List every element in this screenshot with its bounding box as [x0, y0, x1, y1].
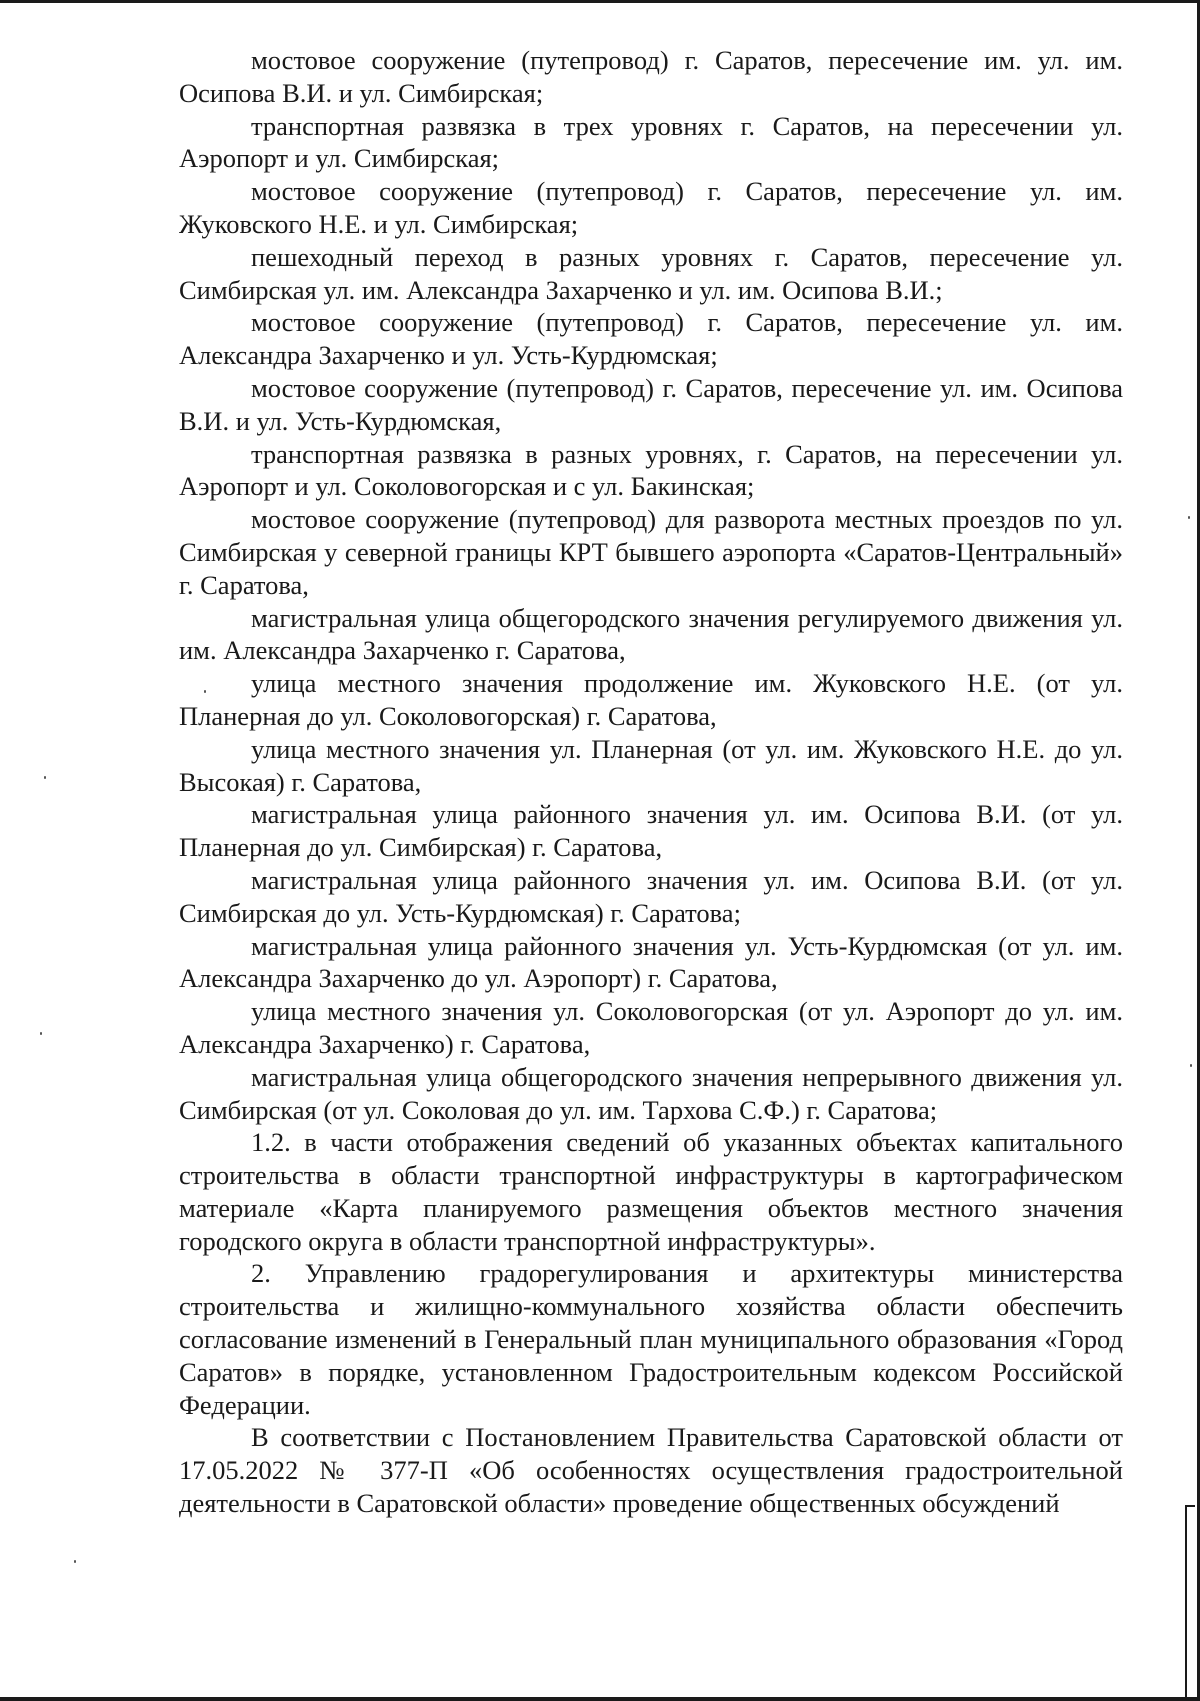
scan-speck: [1188, 516, 1190, 519]
paragraph: мостовое сооружение (путепровод) г. Саратов, пересечение ул. им. Жуковского Н.Е. и ул. Симбирская;: [179, 176, 1123, 239]
document-body: [179, 44, 1123, 1520]
paragraph: мостовое сооружение (путепровод) г. Саратов, пересечение им. ул. им. Осипова В.И. и ул. Симбирская;: [179, 45, 1123, 108]
paragraph: мостовое сооружение (путепровод) г. Саратов, пересечение ул. им. Осипова В.И. и ул. Усть-Курдюмская,: [179, 372, 1123, 436]
scan-corner-mark: [1185, 1505, 1195, 1697]
paragraph: магистральная улица общегородского значения непрерывного движения ул. Симбирская (от ул. Соколовая до ул. им. Тархова С.Ф.) г. Саратова;: [179, 1061, 1123, 1125]
paragraph: улица местного значения ул. Планерная (от ул. им. Жуковского Н.Е. до ул. Высокая) г. Саратова,: [179, 733, 1123, 797]
scan-border-top: [0, 0, 1200, 3]
scan-border-bottom: [0, 1697, 1200, 1701]
scan-speck: [74, 1560, 76, 1563]
paragraph: 1.2. в части отображения сведений об указанных объектах капитального строительства в области транспортной инфраструктуры в картографическом материале «Карта планируемого размещения объектов местного значения городского округа в области транспортной инфраструктуры».: [179, 1127, 1123, 1256]
paragraph: 2. Управлению градорегулирования и архитектуры министерства строительства и жилищно-коммунального хозяйства области обеспечить согласование изменений в Генеральный план муниципального образования «Город Саратов» в порядке, установленном Градостроительным кодексом Российской Федерации.: [179, 1258, 1123, 1420]
paragraph: улица местного значения ул. Соколовогорская (от ул. Аэропорт до ул. им. Александра Захарченко) г. Саратова,: [179, 996, 1123, 1059]
paragraph: транспортная развязка в разных уровнях, г. Саратов, на пересечении ул. Аэропорт и ул. Соколовогорская и с ул. Бакинская;: [179, 438, 1123, 502]
paragraph: мостовое сооружение (путепровод) г. Саратов, пересечение ул. им. Александра Захарченко и ул. Усть-Курдюмская;: [179, 307, 1123, 371]
paragraph: магистральная улица районного значения ул. им. Осипова В.И. (от ул. Планерная до ул. Симбирская) г. Саратова,: [179, 799, 1123, 863]
paragraph: мостовое сооружение (путепровод) для разворота местных проездов по ул. Симбирская у северной границы КРТ бывшего аэропорта «Саратов-Центральный» г. Саратова,: [179, 504, 1123, 600]
paragraph: магистральная улица районного значения ул. Усть-Курдюмская (от ул. им. Александра Захарченко до ул. Аэропорт) г. Саратова,: [179, 930, 1123, 994]
paragraph: В соответствии с Постановлением Правительства Саратовской области от 17.05.2022 № 377-П «Об особенностях осуществления градостроительной деятельности в Саратовской области» проведение общественных обсуждений: [179, 1422, 1123, 1519]
scan-speck: [44, 776, 46, 779]
scan-speck: [1190, 1064, 1192, 1067]
paragraph: транспортная развязка в трех уровнях г. Саратов, на пересечении ул. Аэропорт и ул. Симбирская;: [179, 110, 1123, 174]
paragraph: пешеходный переход в разных уровнях г. Саратов, пересечение ул. Симбирская ул. им. Александра Захарченко и ул. им. Осипова В.И.;: [179, 241, 1123, 305]
paragraph: магистральная улица общегородского значения регулируемого движения ул. им. Александра Захарченко г. Саратова,: [179, 602, 1123, 666]
scan-speck: [40, 1032, 42, 1035]
paragraph: улица местного значения продолжение им. Жуковского Н.Е. (от ул. Планерная до ул. Соколовогорская) г. Саратова,: [179, 668, 1123, 731]
paragraph: магистральная улица районного значения ул. им. Осипова В.И. (от ул. Симбирская до ул. Усть-Курдюмская) г. Саратова;: [179, 864, 1123, 928]
